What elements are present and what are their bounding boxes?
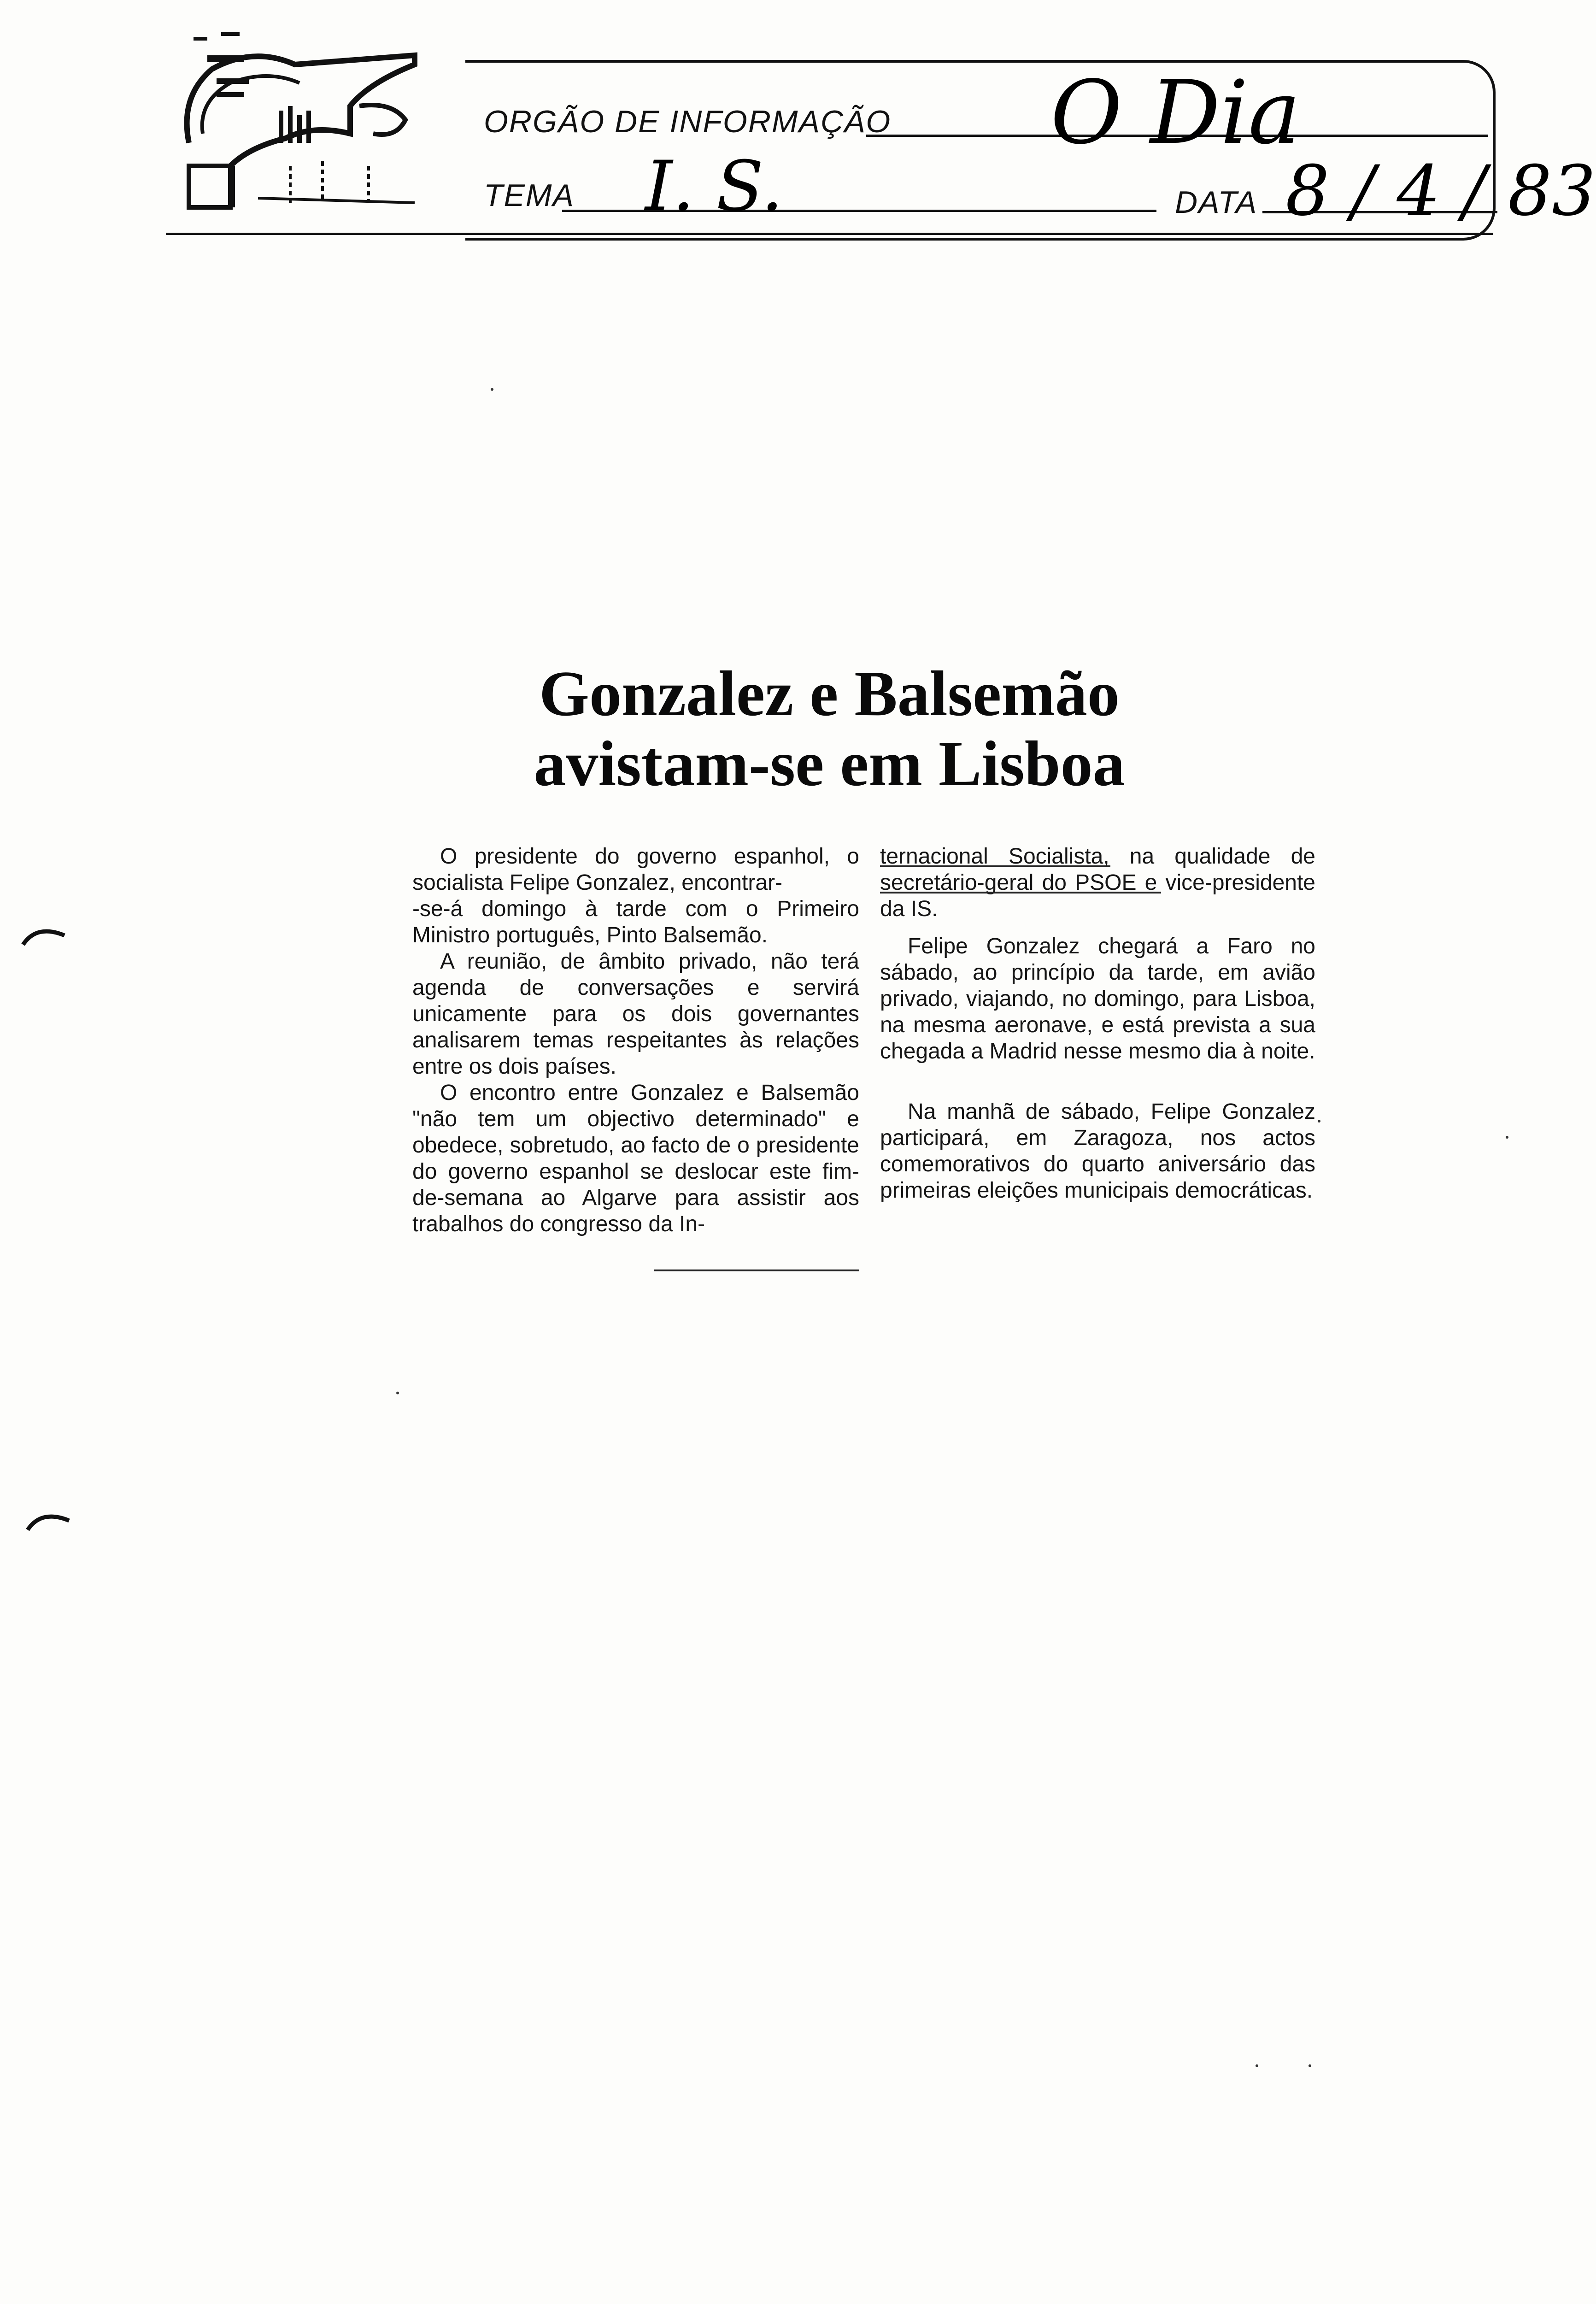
source-label: ORGÃO DE INFORMAÇÃO <box>484 104 892 139</box>
date-label: DATA <box>1175 185 1258 220</box>
theme-value: I. S. <box>645 147 783 227</box>
scan-speck <box>1318 1120 1320 1123</box>
theme-label: TEMA <box>484 178 575 213</box>
paragraph: O presidente do governo espanhol, o socialista Felipe Gonzalez, encontrar- -se-á domingo à tarde com o Primeiro Ministro português, Pinto Balsemão. <box>412 844 859 947</box>
paragraph: O encontro entre Gonzalez e Balsemão "não tem um objectivo determinado" e obedece, sobretudo, ao facto de o presidente do governo espanhol se deslocar este fim-de-semana ao Algarve para assistir aos trabalhos do congresso da In- <box>412 1081 859 1236</box>
headline-line-2: avistam-se em Lisboa <box>534 728 1125 799</box>
scan-speck <box>396 1392 399 1394</box>
punch-hole-mark <box>23 1507 74 1534</box>
underline-mark <box>880 865 1110 867</box>
paragraph: Felipe Gonzalez chegará a Faro no sábado, ao princípio da tarde, em avião privado, viajando, no domingo, para Lisboa, na mesma aeronave, e está prevista a sua chegada a Madrid nesse mesmo dia à noite. <box>880 934 1315 1064</box>
punch-hole-mark <box>18 922 69 949</box>
scan-speck <box>1506 1136 1508 1139</box>
scan-speck <box>1256 2064 1258 2067</box>
paragraph: ternacional Socialista, na qualidade de secretário-geral do PSOE e vice-presidente da IS. <box>880 844 1315 921</box>
scan-speck <box>1308 2064 1311 2067</box>
source-value: O Dia <box>1050 62 1301 164</box>
article-column-right <box>880 843 1315 1204</box>
header-bottom-rule <box>166 233 1493 235</box>
date-value: 8 / 4 / 83 <box>1285 151 1596 231</box>
scan-speck <box>491 388 493 391</box>
underline-mark <box>880 892 1161 893</box>
headline-line-1: Gonzalez e Balsemão <box>539 658 1120 729</box>
archive-logo <box>175 28 433 212</box>
underline-mark <box>654 1270 859 1271</box>
article-column-left <box>412 843 859 1237</box>
paragraph: A reunião, de âmbito privado, não terá agenda de conversações e servirá unicamente para os dois governantes analisarem temas respeitantes às relações entre os dois países. <box>412 949 859 1079</box>
paragraph: Na manhã de sábado, Felipe Gonzalez participará, em Zaragoza, nos actos comemorativos do quarto aniversário das primeiras eleições municipais democráticas. <box>880 1099 1315 1203</box>
headline <box>507 659 1152 799</box>
